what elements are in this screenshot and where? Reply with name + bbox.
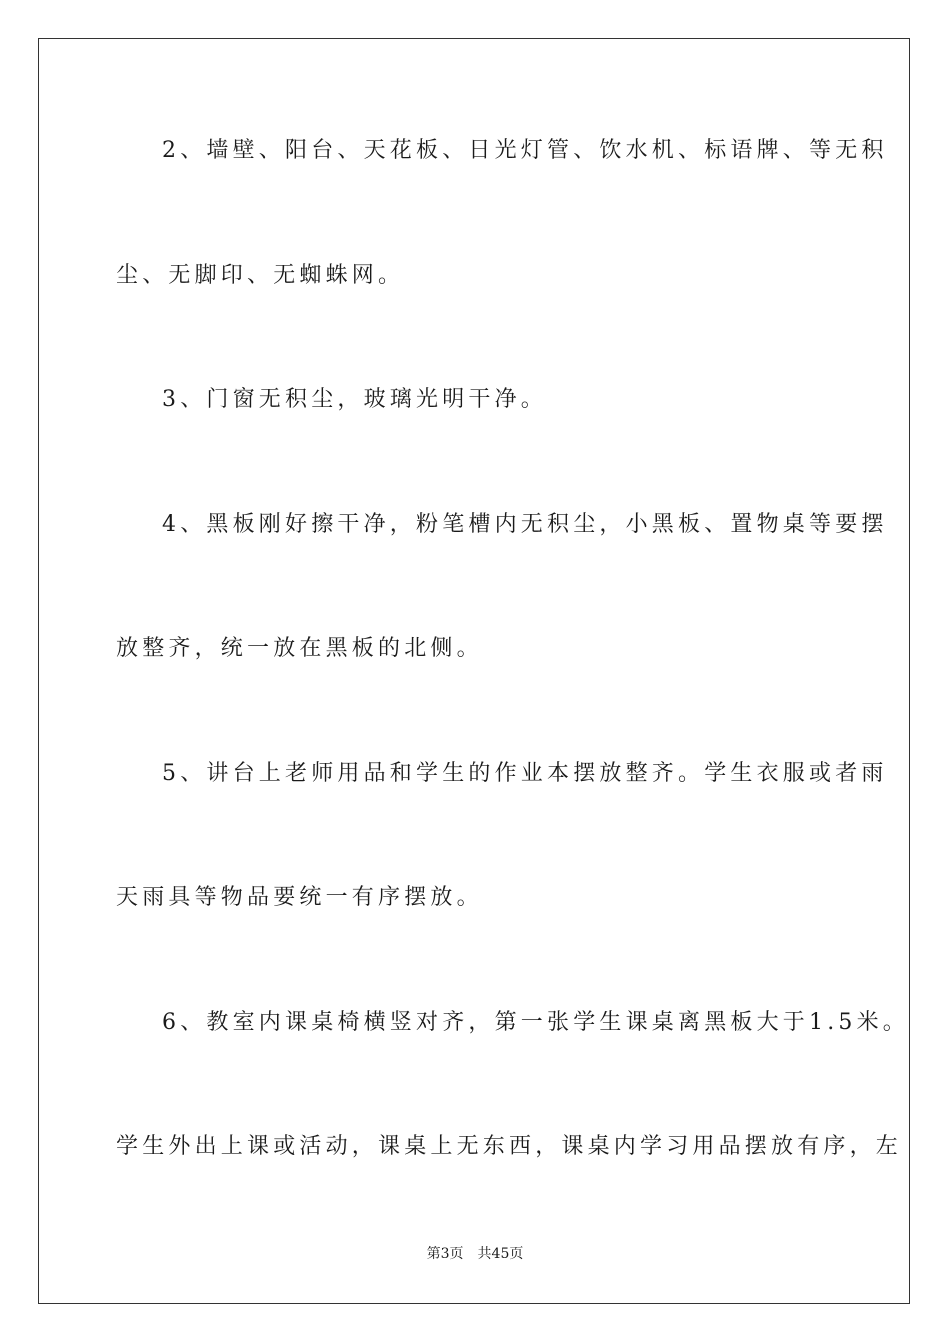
paragraph-3-line-1: 3、门窗无积尘，玻璃光明干净。 [162,387,547,412]
page-number: 第3页 [426,1246,464,1262]
paragraph-6-line-2: 学生外出上课或活动，课桌上无东西，课桌内学习用品摆放有序，左 [116,1134,903,1159]
page-footer [0,1245,950,1263]
page-frame [38,38,910,1304]
paragraph-2-line-1: 2、墙壁、阳台、天花板、日光灯管、饮水机、标语牌、等无积 [162,138,888,163]
paragraph-5-line-2: 天雨具等物品要统一有序摆放。 [116,885,483,910]
paragraph-5-line-1: 5、讲台上老师用品和学生的作业本摆放整齐。学生衣服或者雨 [162,761,888,786]
paragraph-4-line-2: 放整齐，统一放在黑板的北侧。 [116,636,483,661]
paragraph-4-line-1: 4、黑板刚好擦干净，粉笔槽内无积尘，小黑板、置物桌等要摆 [162,512,888,537]
paragraph-6-line-1: 6、教室内课桌椅横竖对齐，第一张学生课桌离黑板大于1.5米。 [162,1010,909,1035]
paragraph-2-line-2: 尘、无脚印、无蜘蛛网。 [116,263,405,288]
page-total: 共45页 [477,1246,524,1262]
